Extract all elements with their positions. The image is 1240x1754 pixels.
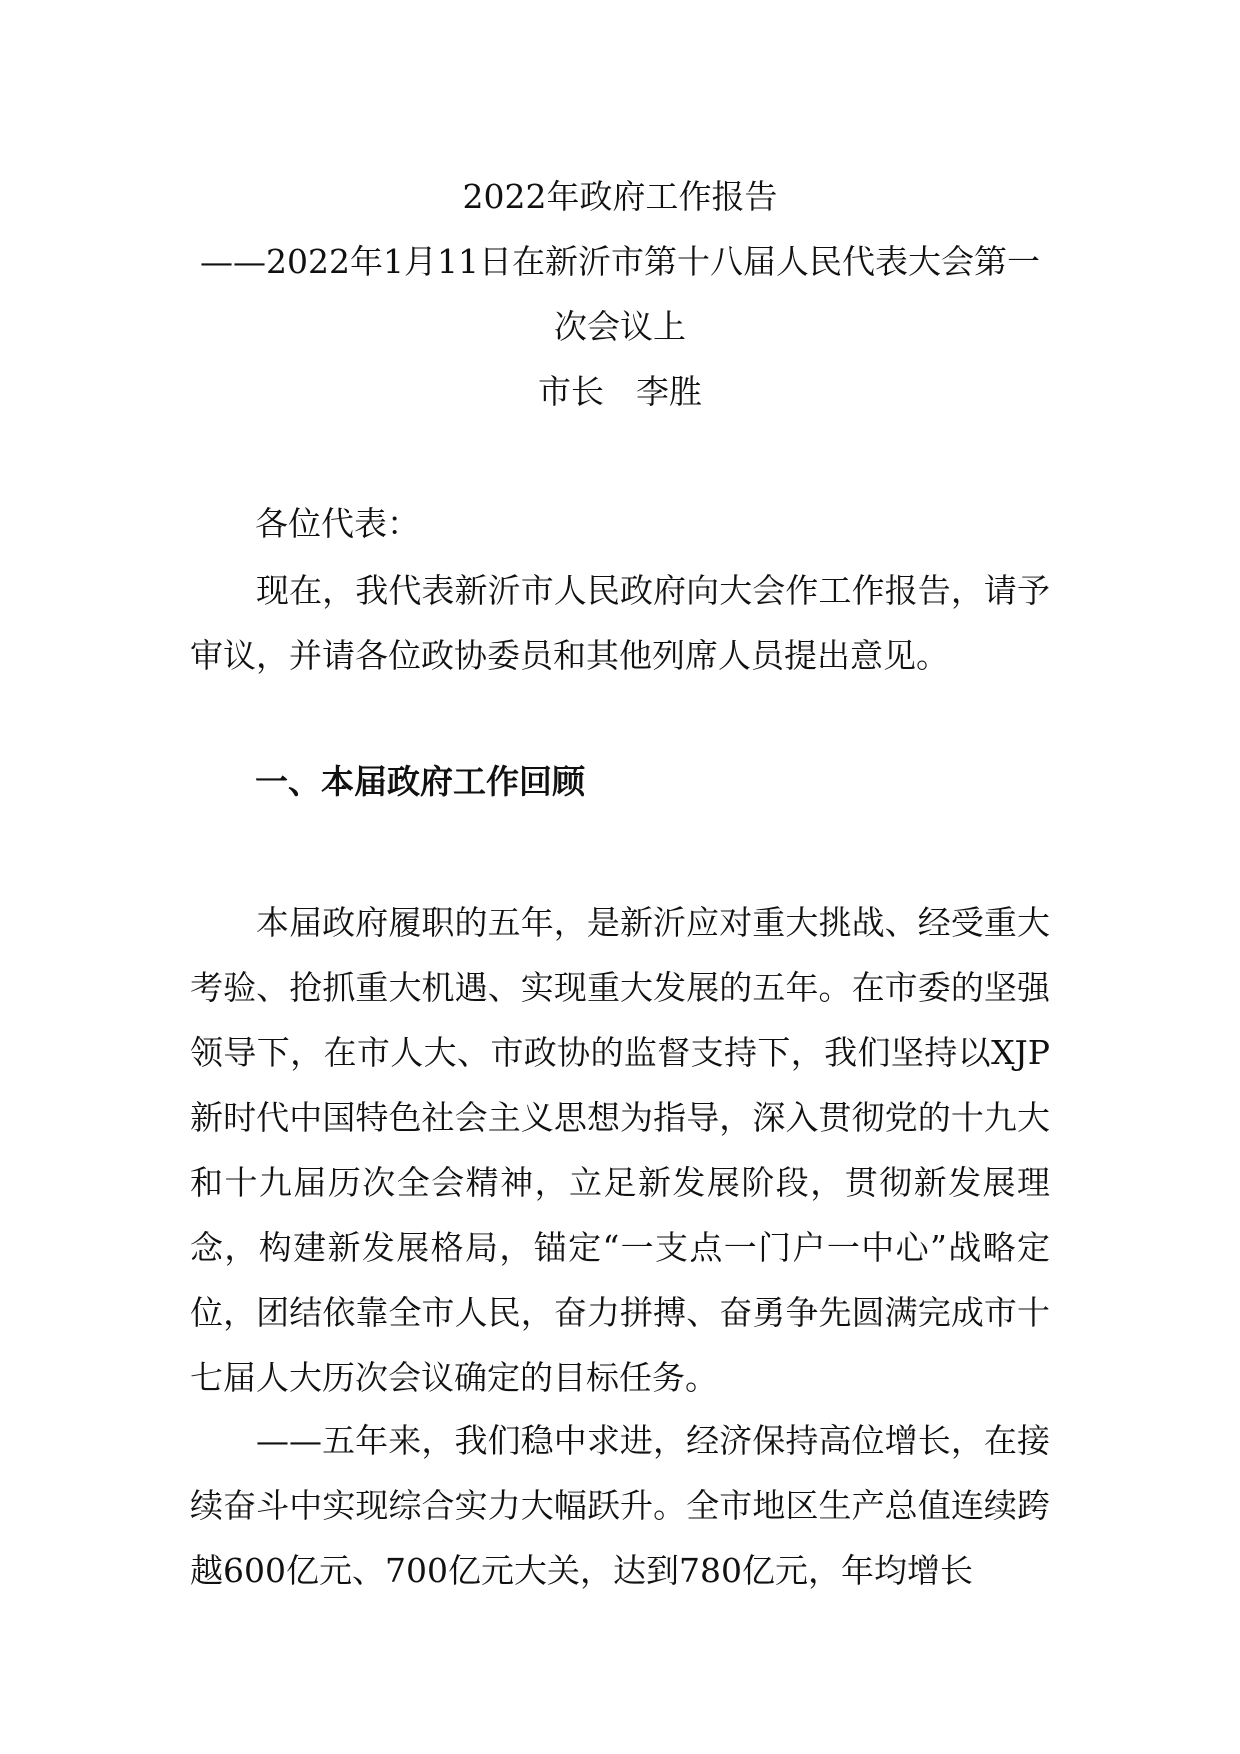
document-subtitle-line2: 次会议上 [554,307,686,346]
intro-paragraph: 现在，我代表新沂市人民政府向大会作工作报告，请予审议，并请各位政协委员和其他列席人员提出意见。 [190,571,1050,675]
author-role: 市长 [538,372,604,411]
document-author [150,370,1090,414]
section-paragraph-1: 本届政府履职的五年，是新沂应对重大挑战、经受重大考验、抢抓重大机遇、实现重大发展的五年。在市委的坚强领导下，在市人大、市政协的监督支持下，我们坚持以XJP新时代中国特色社会主义思想为指导，深入贯彻党的十九大和十九届历次全会精神，立足新发展阶段，贯彻新发展理念，构建新发展格局，锚定“一支点一门户一中心”战略定位，团结依靠全市人民，奋力拼搏、奋勇争先圆满完成市十七届人大历次会议确定的目标任务。 [190,903,1050,1397]
document-subtitle-line1: ——2022年1月11日在新沂市第十八届人民代表大会第一 [200,242,1040,281]
section-heading: 一、本届政府工作回顾 [255,762,585,801]
document-title: 2022年政府工作报告 [462,177,778,216]
section-paragraph-2: ——五年来，我们稳中求进，经济保持高位增长，在接续奋斗中实现综合实力大幅跃升。全市地区生产总值连续跨越600亿元、700亿元大关，达到780亿元，年均增长 [190,1421,1050,1590]
author-name: 李胜 [636,372,702,411]
salutation: 各位代表： [255,504,420,543]
